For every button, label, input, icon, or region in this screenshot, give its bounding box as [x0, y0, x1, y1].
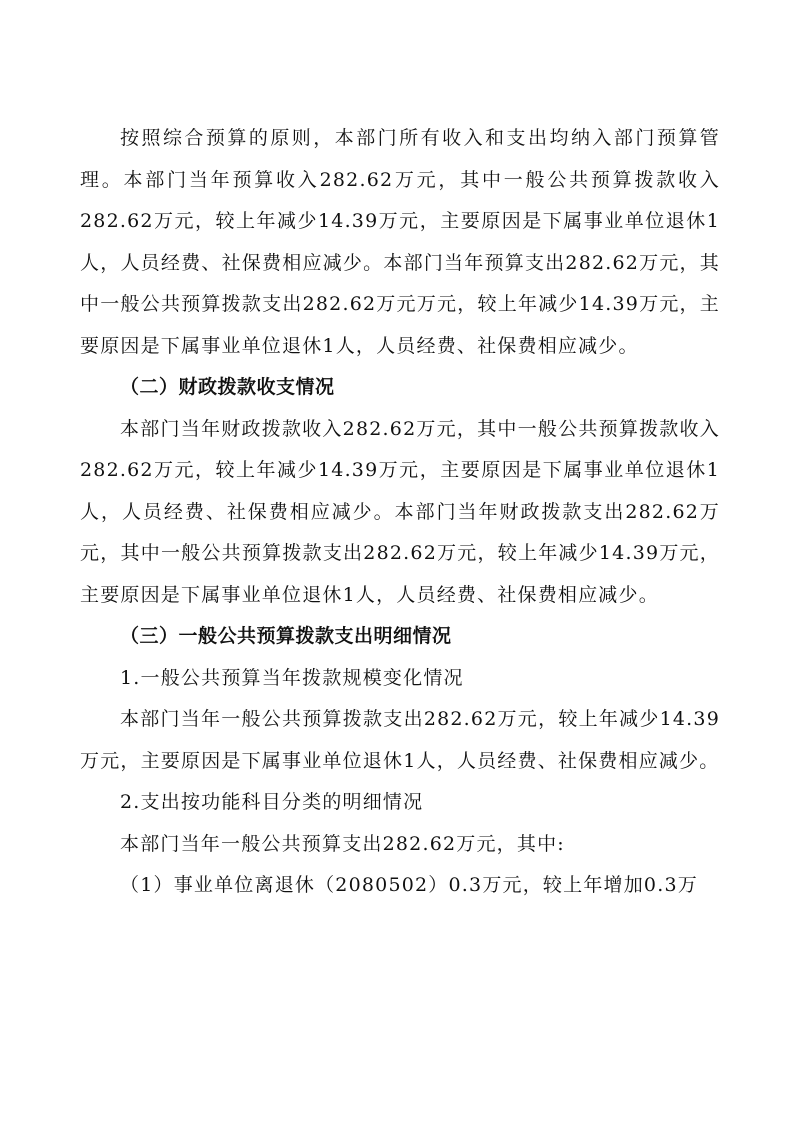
subheading-scale-change: 1.一般公共预算当年拨款规模变化情况 — [120, 666, 464, 689]
document-body — [80, 118, 720, 907]
paragraph-functional-intro: 本部门当年一般公共预算支出282.62万元，其中: — [120, 832, 565, 855]
paragraph-scale-change: 本部门当年一般公共预算拨款支出282.62万元，较上年减少14.39万元，主要原因是下属事业单位退休1人，人员经费、社保费相应减少。 — [80, 708, 720, 772]
subheading-functional-classification: 2.支出按功能科目分类的明细情况 — [120, 791, 424, 813]
paragraph-budget-overview: 按照综合预算的原则，本部门所有收入和支出均纳入部门预算管理。本部门当年预算收入282.62万元，其中一般公共预算拨款收入282.62万元，较上年减少14.39万元，主要原因是下属事业单位退休1人，人员经费、社保费相应减少。本部门当年预算支出282.62万元，其中一般公共预算拨款支出282.62万元万元，较上年减少14.39万元，主要原因是下属事业单位退休1人，人员经费、社保费相应减少。 — [80, 127, 720, 357]
paragraph-retirement-item: （1）事业单位离退休（2080502）0.3万元，较上年增加0.3万 — [120, 874, 698, 896]
paragraph-fiscal-appropriation: 本部门当年财政拨款收入282.62万元，其中一般公共预算拨款收入282.62万元，较上年减少14.39万元，主要原因是下属事业单位退休1人，人员经费、社保费相应减少。本部门当年财政拨款支出282.62万元，其中一般公共预算拨款支出282.62万元，较上年减少14.39万元，主要原因是下属事业单位退休1人，人员经费、社保费相应减少。 — [80, 417, 720, 606]
section-heading-general-budget-detail: （三）一般公共预算拨款支出明细情况 — [120, 625, 452, 647]
section-heading-fiscal-appropriation: （二）财政拨款收支情况 — [120, 376, 335, 398]
